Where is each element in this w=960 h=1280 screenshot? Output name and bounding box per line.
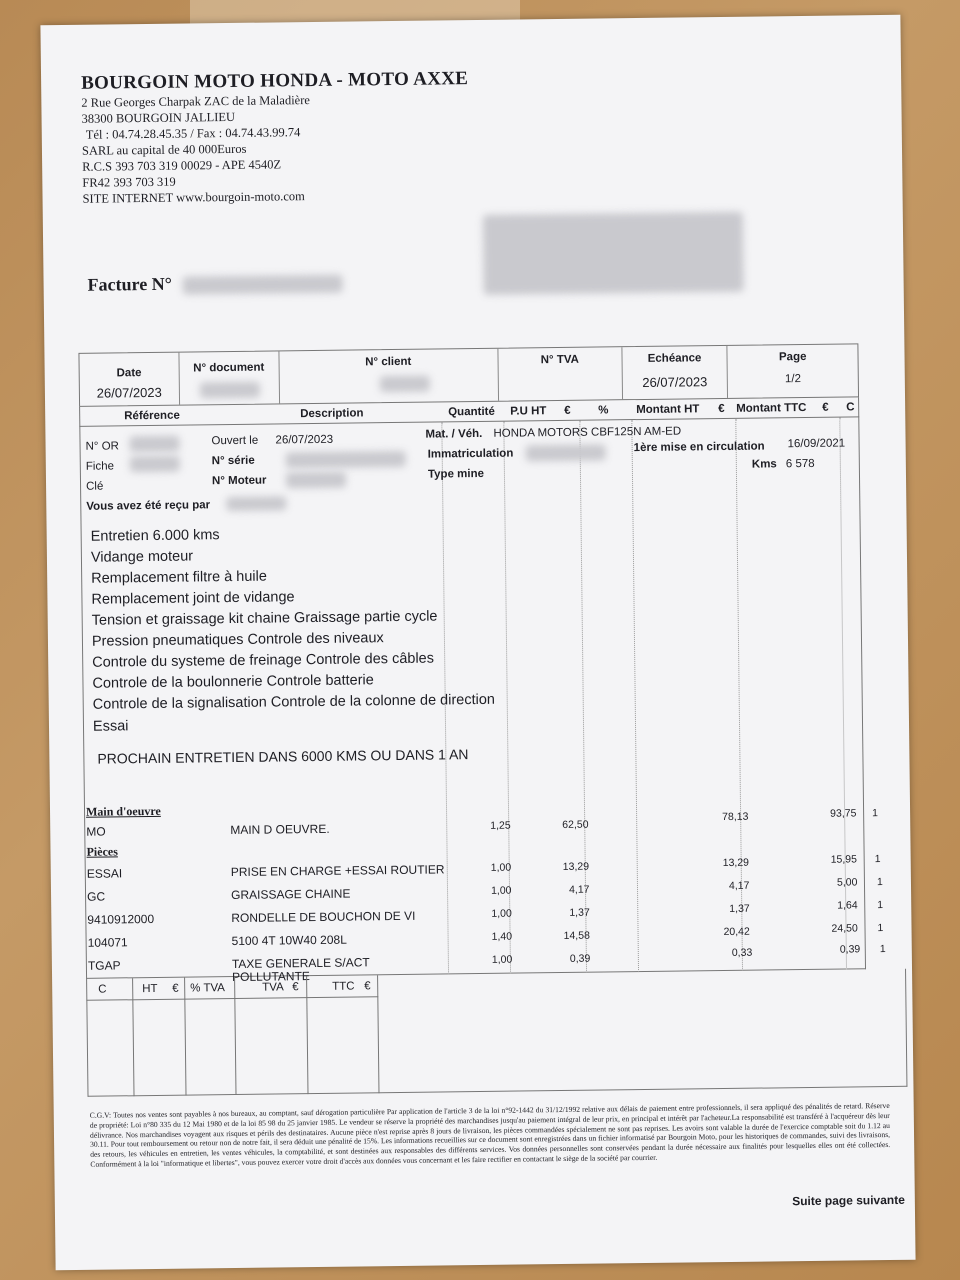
- tva-summary-header: [86, 975, 378, 1001]
- fiche-label: Fiche: [85, 460, 115, 473]
- row-ref: ESSAI: [86, 866, 123, 881]
- redacted-invoice-number: [182, 275, 342, 295]
- tva-cell: [498, 347, 622, 401]
- row-pu: 4,17: [568, 883, 590, 896]
- row-ref: TGAP: [87, 958, 121, 973]
- mise-circulation-value: 16/09/2021: [787, 437, 846, 451]
- row-desc: PRISE EN CHARGE +ESSAI ROUTIER: [230, 862, 445, 880]
- row-ttc: 5,00: [836, 876, 858, 889]
- row-c: 1: [872, 807, 879, 820]
- row-ref: MO: [86, 824, 106, 839]
- row-desc: MAIN D OEUVRE.: [230, 821, 330, 838]
- tva-col-tva: TVA: [262, 981, 284, 994]
- date-label: Date: [116, 367, 142, 380]
- row-c: 1: [877, 922, 884, 935]
- company-name: BOURGOIN MOTO HONDA - MOTO AXXE: [81, 68, 469, 94]
- invoice-header-table: [78, 343, 859, 407]
- row-qty: 1,40: [491, 930, 513, 943]
- col-ttc-euro: €: [822, 401, 829, 414]
- ouvert-le-label: Ouvert le: [211, 434, 259, 448]
- task-item: Controle de la boulonnerie Controle batterie: [92, 672, 374, 692]
- company-header: [81, 68, 470, 207]
- page-cell: [728, 344, 858, 398]
- col-c: C: [846, 401, 855, 414]
- main-oeuvre-title: Main d'oeuvre: [85, 803, 161, 819]
- task-item: Vidange moteur: [90, 548, 194, 566]
- kms-value: 6 578: [785, 457, 815, 471]
- redacted-document-number: [200, 382, 260, 399]
- row-c: 1: [876, 876, 883, 889]
- redacted-immat: [526, 444, 606, 461]
- tva-col-ht-euro: €: [172, 982, 179, 995]
- row-ht: 1,37: [729, 902, 750, 915]
- pieces-title: Pièces: [86, 844, 118, 859]
- terms-and-conditions: C.G.V: Toutes nos ventes sont payables à nos bureaux, au comptant, sauf dérogation particulière Par application de l'article 3 de la loi n°92-1442 du 31/12/1992 relative aux délais de paiement entre professionnels, il sera appliqué des pénalités de retard. Réserve de propriété: Loi n°80 335 du 12 Mai 1980 et de la loi 85 98 du 25 janvier 1985. Le vendeur se réserve la propriété des marchandises jusqu'au paiement intégral de leur prix, en principal et intérêt par l'acheteur.La responsabilité est transféré à l'acquéreur dès leur délivrance. Nos marchandises voyagent aux risques et périls des destinataires. Aucune pièce n'est reprise après 8 jours de livraison, les pièces commandées spécialement ne sont pas reprises. Les avoirs sont valable la durée de l'exercice comptable soit du 1.12 au 30.11. Pour tout remboursement ou retour non de notre fait, il sera déduit une pénalité de 15%. Les informations recueillies sur ce document sont enregistrées dans un fichier informatisé par Bourgoin Moto, pour les historiques de commandes, suivi des livraisons, des retours, les véhicules en entretien, les ventes véhicules, la comptabilité, et sont destinées aux responsables des différents services. Vos données personnelles sont conservées pendant la durée nécessaire aux finalités pour lesquelles elles ont été collectées. Conformément à la loi "informatique et libertes", vous pouvez exercer votre droit d'accès aux données vous concernant et les faire rectifier en contactant le siège de la société par courrier.: [89, 1101, 891, 1169]
- company-vat: FR42 393 703 319: [82, 174, 176, 190]
- tva-col-tva-euro: €: [292, 981, 299, 994]
- col-pu-euro: €: [564, 404, 571, 417]
- col-quantite: Quantité: [448, 405, 495, 419]
- company-city: 38300 BOURGOIN JALLIEU: [81, 109, 236, 126]
- company-rcs: R.C.S 393 703 319 00029 - APE 4540Z: [82, 157, 282, 174]
- row-pu: 13,29: [562, 860, 590, 873]
- mise-circulation-label: 1ère mise en circulation: [633, 440, 765, 455]
- task-item: Remplacement joint de vidange: [91, 589, 295, 608]
- col-ht-euro: €: [718, 402, 725, 416]
- col-reference: Référence: [124, 409, 180, 423]
- redacted-recu-par: [226, 496, 286, 511]
- row-c: 1: [874, 853, 881, 866]
- row-pu: 62,50: [562, 818, 589, 831]
- tva-col-ttc-euro: €: [364, 980, 371, 993]
- moteur-label: N° Moteur: [211, 474, 267, 488]
- row-desc: TAXE GENERALE S/ACT: [231, 955, 370, 972]
- redacted-client-number: [379, 376, 429, 393]
- echeance-value: 26/07/2023: [642, 374, 708, 390]
- task-item: Controle de la signalisation Controle de la colonne de direction: [92, 691, 496, 713]
- client-cell: [279, 349, 499, 404]
- company-address: 2 Rue Georges Charpak ZAC de la Maladière: [81, 93, 310, 110]
- row-qty: 1,00: [491, 907, 512, 920]
- row-qty: 1,00: [490, 861, 512, 874]
- task-item: Tension et graissage kit chaine Graissage partie cycle: [91, 608, 438, 629]
- ouvert-le-value: 26/07/2023: [275, 433, 334, 447]
- col-description: Description: [300, 407, 364, 421]
- document-cell: [179, 351, 279, 404]
- row-qty: 1,25: [490, 819, 511, 832]
- vehicle-label: Mat. / Véh.: [425, 427, 483, 441]
- task-item: Entretien 6.000 kms: [90, 527, 220, 545]
- row-ttc: 93,75: [830, 807, 857, 820]
- next-service-note: PROCHAIN ENTRETIEN DANS 6000 KMS OU DANS 1 AN: [97, 746, 469, 767]
- row-ttc: 24,50: [831, 922, 858, 935]
- tva-col-pct: % TVA: [190, 982, 226, 995]
- col-pu-ht: P.U HT: [510, 405, 547, 418]
- echeance-cell: [622, 346, 728, 399]
- row-c: 1: [877, 899, 884, 912]
- row-pu: 0,39: [569, 952, 591, 965]
- redacted-customer-address: [483, 212, 744, 295]
- row-pu: 14,58: [563, 929, 590, 942]
- company-website: SITE INTERNET www.bourgoin-moto.com: [82, 189, 305, 206]
- document-label: N° document: [193, 361, 265, 375]
- company-phone: Tél : 04.74.28.45.35 / Fax : 04.74.43.99.74: [85, 125, 301, 142]
- row-ht: 4,17: [728, 879, 750, 892]
- recu-par-label: Vous avez été reçu par: [86, 499, 211, 513]
- tva-col-c: C: [98, 983, 107, 996]
- serie-label: N° série: [211, 454, 255, 468]
- company-capital: SARL au capital de 40 000Euros: [81, 141, 247, 158]
- task-item: Remplacement filtre à huile: [91, 568, 267, 587]
- redacted-moteur: [286, 472, 346, 489]
- kms-label: Kms: [751, 458, 777, 471]
- date-cell: [79, 353, 179, 406]
- row-ht: 20,42: [723, 925, 750, 939]
- type-mine-label: Type mine: [427, 467, 485, 481]
- row-desc: 5100 4T 10W40 208L: [231, 932, 347, 949]
- vehicle-value: HONDA MOTORS CBF125N AM-ED: [493, 425, 682, 440]
- tva-col-ht: HT: [142, 982, 158, 996]
- echeance-label: Echéance: [647, 352, 702, 365]
- client-label: N° client: [365, 355, 412, 369]
- redacted-serie: [286, 451, 406, 468]
- task-item: Controle du systeme de freinage Controle des câbles: [92, 650, 435, 671]
- row-ref: 9410912000: [87, 911, 155, 927]
- row-ttc: 15,95: [830, 853, 858, 866]
- task-item: Pression pneumatiques Controle des niveaux: [91, 630, 384, 650]
- redacted-or-number: [129, 436, 179, 453]
- or-number-label: N° OR: [85, 440, 120, 453]
- row-desc: GRAISSAGE CHAINE: [230, 886, 351, 903]
- row-ttc: 0,39: [839, 943, 861, 956]
- date-value: 26/07/2023: [96, 384, 162, 401]
- row-ttc: 1,64: [837, 899, 858, 912]
- tva-summary-table: [86, 975, 379, 1097]
- col-montant-ht: Montant HT: [636, 403, 700, 417]
- continued-note: Suite page suivante: [792, 1192, 905, 1209]
- redacted-fiche: [130, 456, 180, 473]
- invoice-title: Facture N°: [87, 273, 173, 295]
- page-value: 1/2: [784, 373, 802, 386]
- tva-label: N° TVA: [540, 353, 580, 367]
- row-qty: 1,00: [490, 884, 512, 897]
- row-ref: GC: [86, 889, 106, 904]
- row-ht: 78,13: [722, 810, 749, 824]
- row-ht: 0,33: [731, 946, 753, 959]
- row-qty: 1,00: [491, 953, 513, 966]
- invoice-number-label: [87, 272, 342, 296]
- col-montant-ttc: Montant TTC: [736, 401, 807, 415]
- col-percent: %: [598, 404, 609, 417]
- row-desc: RONDELLE DE BOUCHON DE VI: [231, 908, 416, 926]
- row-ht: 13,29: [722, 856, 750, 870]
- row-c: 1: [879, 943, 886, 956]
- immat-label: Immatriculation: [427, 447, 514, 461]
- task-item: Essai: [92, 718, 129, 735]
- tva-col-ttc: TTC: [332, 980, 355, 993]
- invoice-paper: [40, 15, 915, 1270]
- row-desc-continued: POLLUTANTE: [231, 969, 310, 985]
- page-label: Page: [778, 350, 807, 364]
- row-pu: 1,37: [569, 906, 590, 919]
- cle-label: Clé: [85, 480, 104, 493]
- row-ref: 104071: [87, 935, 128, 950]
